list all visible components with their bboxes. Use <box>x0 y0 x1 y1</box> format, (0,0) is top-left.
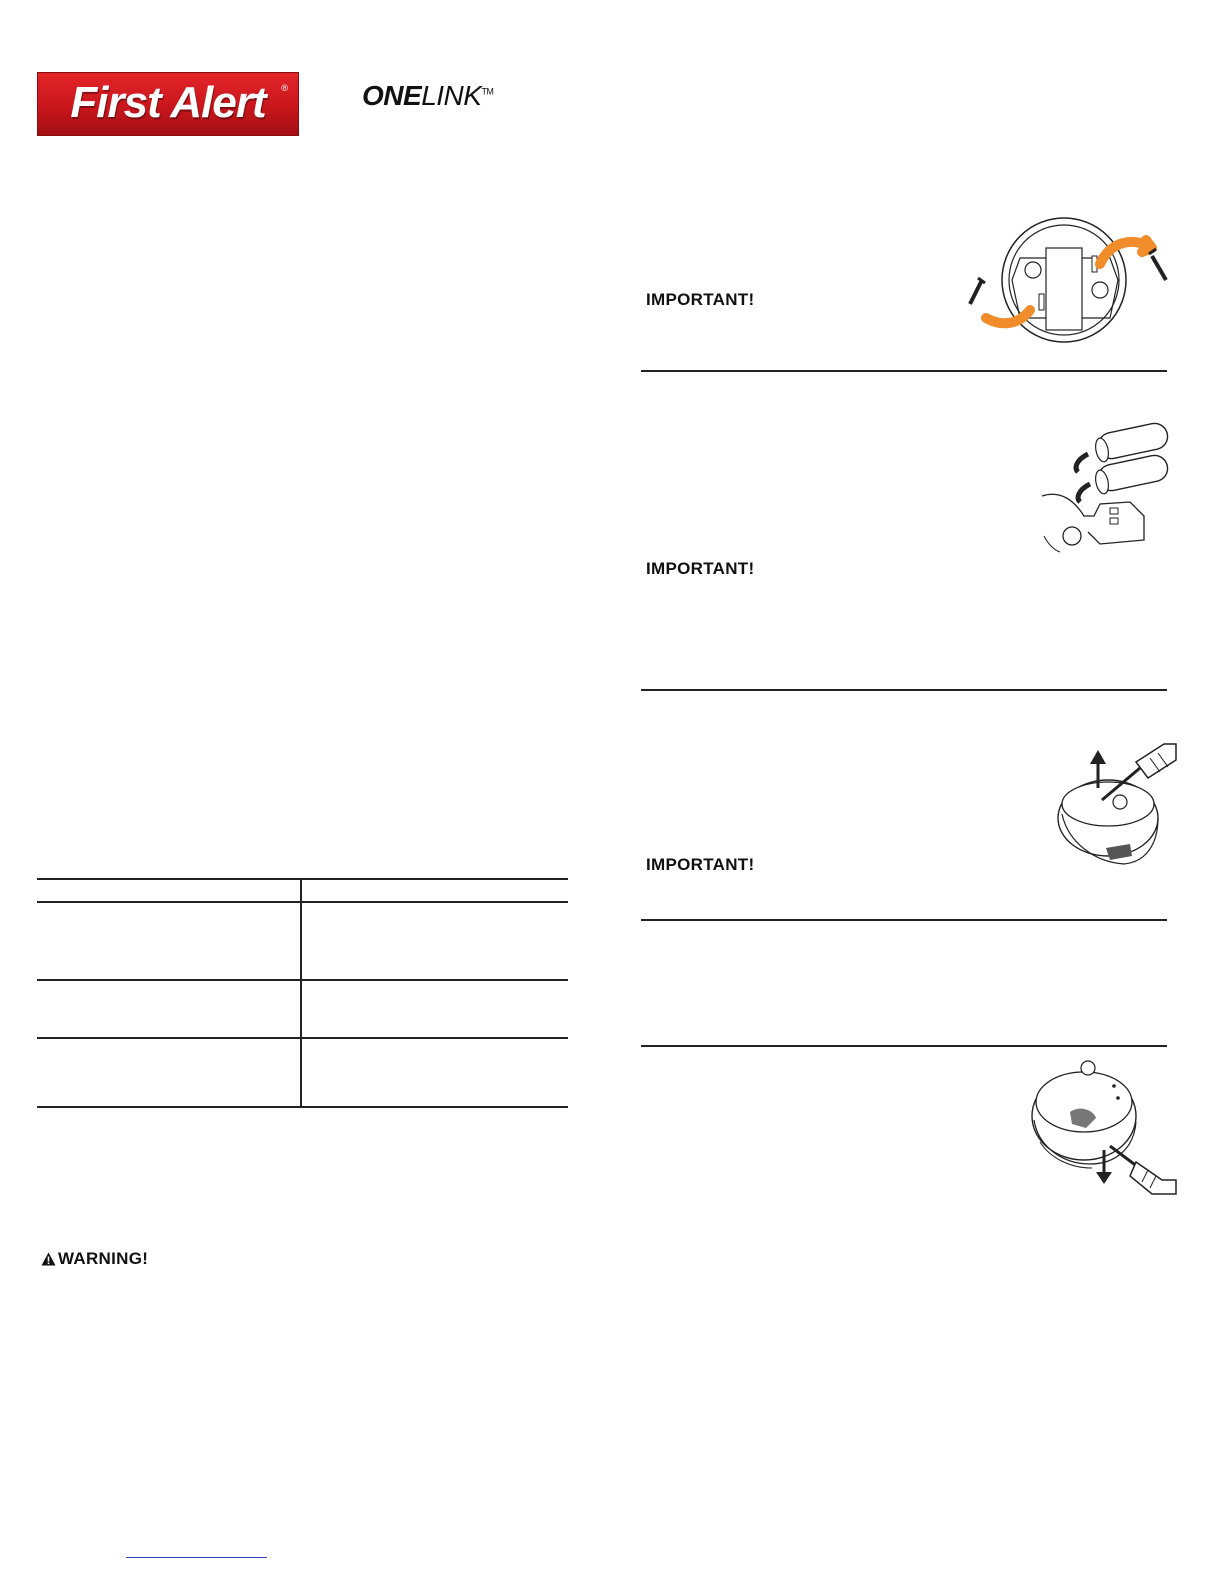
section-divider-3 <box>641 919 1167 921</box>
section-divider-2 <box>641 689 1167 691</box>
table-header-rule <box>37 901 568 903</box>
trademark-mark: TM <box>481 86 494 97</box>
warning-text: WARNING! <box>58 1249 149 1268</box>
important-label-1: IMPORTANT! <box>646 290 755 309</box>
first-alert-logo <box>37 72 299 136</box>
onelink-logo-light: LINK <box>421 80 482 111</box>
screwdriver-removal-illustration <box>1054 744 1176 870</box>
important-label-2: IMPORTANT! <box>646 559 755 578</box>
alarm-reattach-illustration <box>1030 1058 1176 1194</box>
battery-insertion-illustration <box>1040 420 1170 556</box>
table-bottom-rule <box>37 1106 568 1108</box>
onelink-logo <box>362 80 493 112</box>
table-row-rule-1 <box>37 979 568 981</box>
onelink-logo-bold: ONE <box>362 80 422 111</box>
hyperlink-underline[interactable] <box>126 1557 267 1558</box>
table-top-rule <box>37 878 568 880</box>
important-label-3: IMPORTANT! <box>646 855 755 874</box>
warning-label <box>41 1249 148 1269</box>
section-divider-1 <box>641 370 1167 372</box>
table-column-divider <box>300 878 302 1108</box>
warning-triangle-icon <box>41 1252 56 1266</box>
first-alert-logo-text: First Alert <box>70 78 266 127</box>
section-divider-4 <box>641 1045 1167 1047</box>
mounting-plate-screws-illustration <box>960 218 1176 348</box>
table-row-rule-2 <box>37 1037 568 1039</box>
registered-mark: ® <box>281 83 288 93</box>
